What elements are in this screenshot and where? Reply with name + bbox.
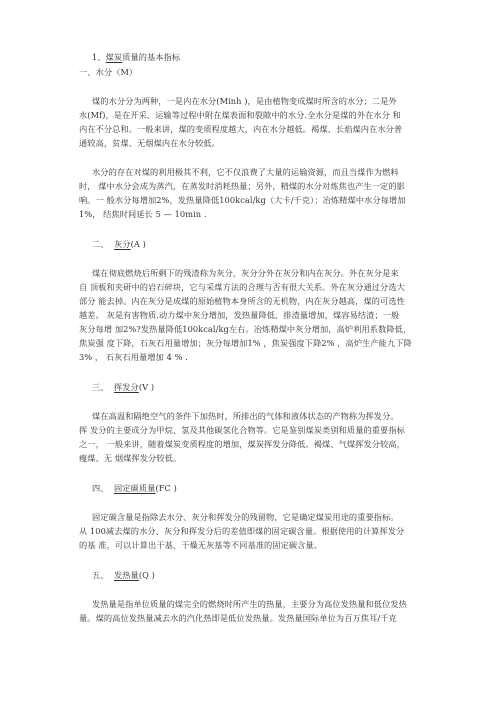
paragraph-line: 通较高，贫煤、无烟煤内在水分较低。 [79,138,220,148]
paragraph-line: 越差。 灰是有害物质.动力煤中灰分增加，发热量降低、排渣量增加，煤容易结渣；一般 [79,310,400,320]
paragraph-line: 1%， 结焦时间延长 5 — 10min . [79,209,207,219]
ash-link[interactable]: 灰分 [113,239,131,249]
volatile-link[interactable]: 挥发分 [113,382,139,392]
paragraph-line: 内在不分总和。一般来讲，煤的变质程度越大，内在水分越低。褐煤、长焰煤内在水分普 [79,124,403,134]
paragraph-line: 部分 能去掉。内在灰分是成煤的原始植物本身所含的无机物，内在灰分越高，煤的可选性 [79,296,405,306]
paragraph-line: 固定碳含量是指除去水分、灰分和挥发分的残留物，它是确定煤炭用途的重要指标。 [92,512,399,522]
paragraph-line: 从 100减去煤的水分、灰分和挥发分后的差值即煤的固定碳含量。根据使用的计算挥发分 [79,526,405,536]
paragraph-line: 瘦煤、无 烟煤挥发分较低。 [79,453,182,463]
paragraph-line: 水分的存在对煤的利用极其不利，它不仅浪费了大量的运输资源，而且当煤作为燃料 [92,167,399,177]
paragraph-line: 响。一 般水分每增加2%，发热量降低100kcal/kg（大卡/千克）；冶炼精煤中水分每增加 [79,195,406,205]
paragraph-line: 的基 准，可以计算出干基、干燥无灰基等不同基准的固定碳含量。 [79,540,323,550]
paragraph-line: 时， 煤中水分会成为蒸汽，在蒸发时消耗热量；另外，精煤的水分对炼焦也产生一定的影 [79,181,405,191]
section-heading-ash: 二、 灰分(A ) [92,239,146,249]
document-title: 1、煤炭质量的基本指标 [92,52,181,62]
paragraph-line: 之一， 一般来讲，随着煤炭变质程度的增加，煤炭挥发分降低。褐煤、气煤挥发分较高， [79,439,405,449]
section-heading-calorific: 五、 发热量(Q ) [92,570,155,580]
paragraph-line: 量。煤的高位发热量减去水的汽化热即是低位发热量。发热量国际单位为百万焦耳/千克 [79,613,397,623]
paragraph-line: 煤的水分分为两种，一是内在水分(Minh )，是由植物变成煤时所含的水分；二是外 [92,96,397,106]
paragraph-line: 自 顶板和夹研中的岩石碎块，它与采煤方法的合理与否有很大关系。外在灰分通过分选大 [79,282,405,292]
paragraph-line: 水(Mf)，是在开采、运输等过程中附在煤表面和裂隙中的水分.全水分是煤的外在水分 和 [79,110,401,120]
fixed-carbon-link[interactable]: 固定碳质量 [113,483,156,493]
paragraph-line: 灰分每增 加2%?发热量降低100kcal/kg左右。冶炼精煤中灰分增加，高炉利用系数降低， [79,324,412,334]
paragraph-line: 3% ， 石灰石用量增加 4 % . [79,352,188,362]
paragraph-line: 发热量是指单位质量的煤完全的燃烧时所产生的热量，主要分为高位发热量和低位发热 [92,599,407,609]
section-heading-fixed-carbon: 四、 固定碳质量(FC ) [92,483,177,493]
paragraph-line: 挥 发分的主要成分为甲烷、氢及其他碳氢化合物等。它是鉴别煤炭类别和质量的重要指标 [79,425,405,435]
section-heading-volatile: 三、 挥发分(V ) [92,382,155,392]
title-link[interactable]: 煤炭 [105,52,123,62]
paragraph-line: 焦炭强 度下降，石灰石用量增加；灰分每增加1% ，焦炭强度下降2% ，高炉生产能九下降 [79,338,412,348]
paragraph-line: 煤在彻底燃烧后所剩下的残渣称为灰分，灰分分外在灰分和内在灰分。外在灰分是来 [92,268,399,278]
paragraph-line: 煤在高温和隔绝空气的条件下加热时，所排出的气体和液体状态的产物称为挥发分。 [92,411,399,421]
section-heading-moisture: 一、水分（M） [79,67,138,77]
calorific-link[interactable]: 发热量 [113,570,139,580]
